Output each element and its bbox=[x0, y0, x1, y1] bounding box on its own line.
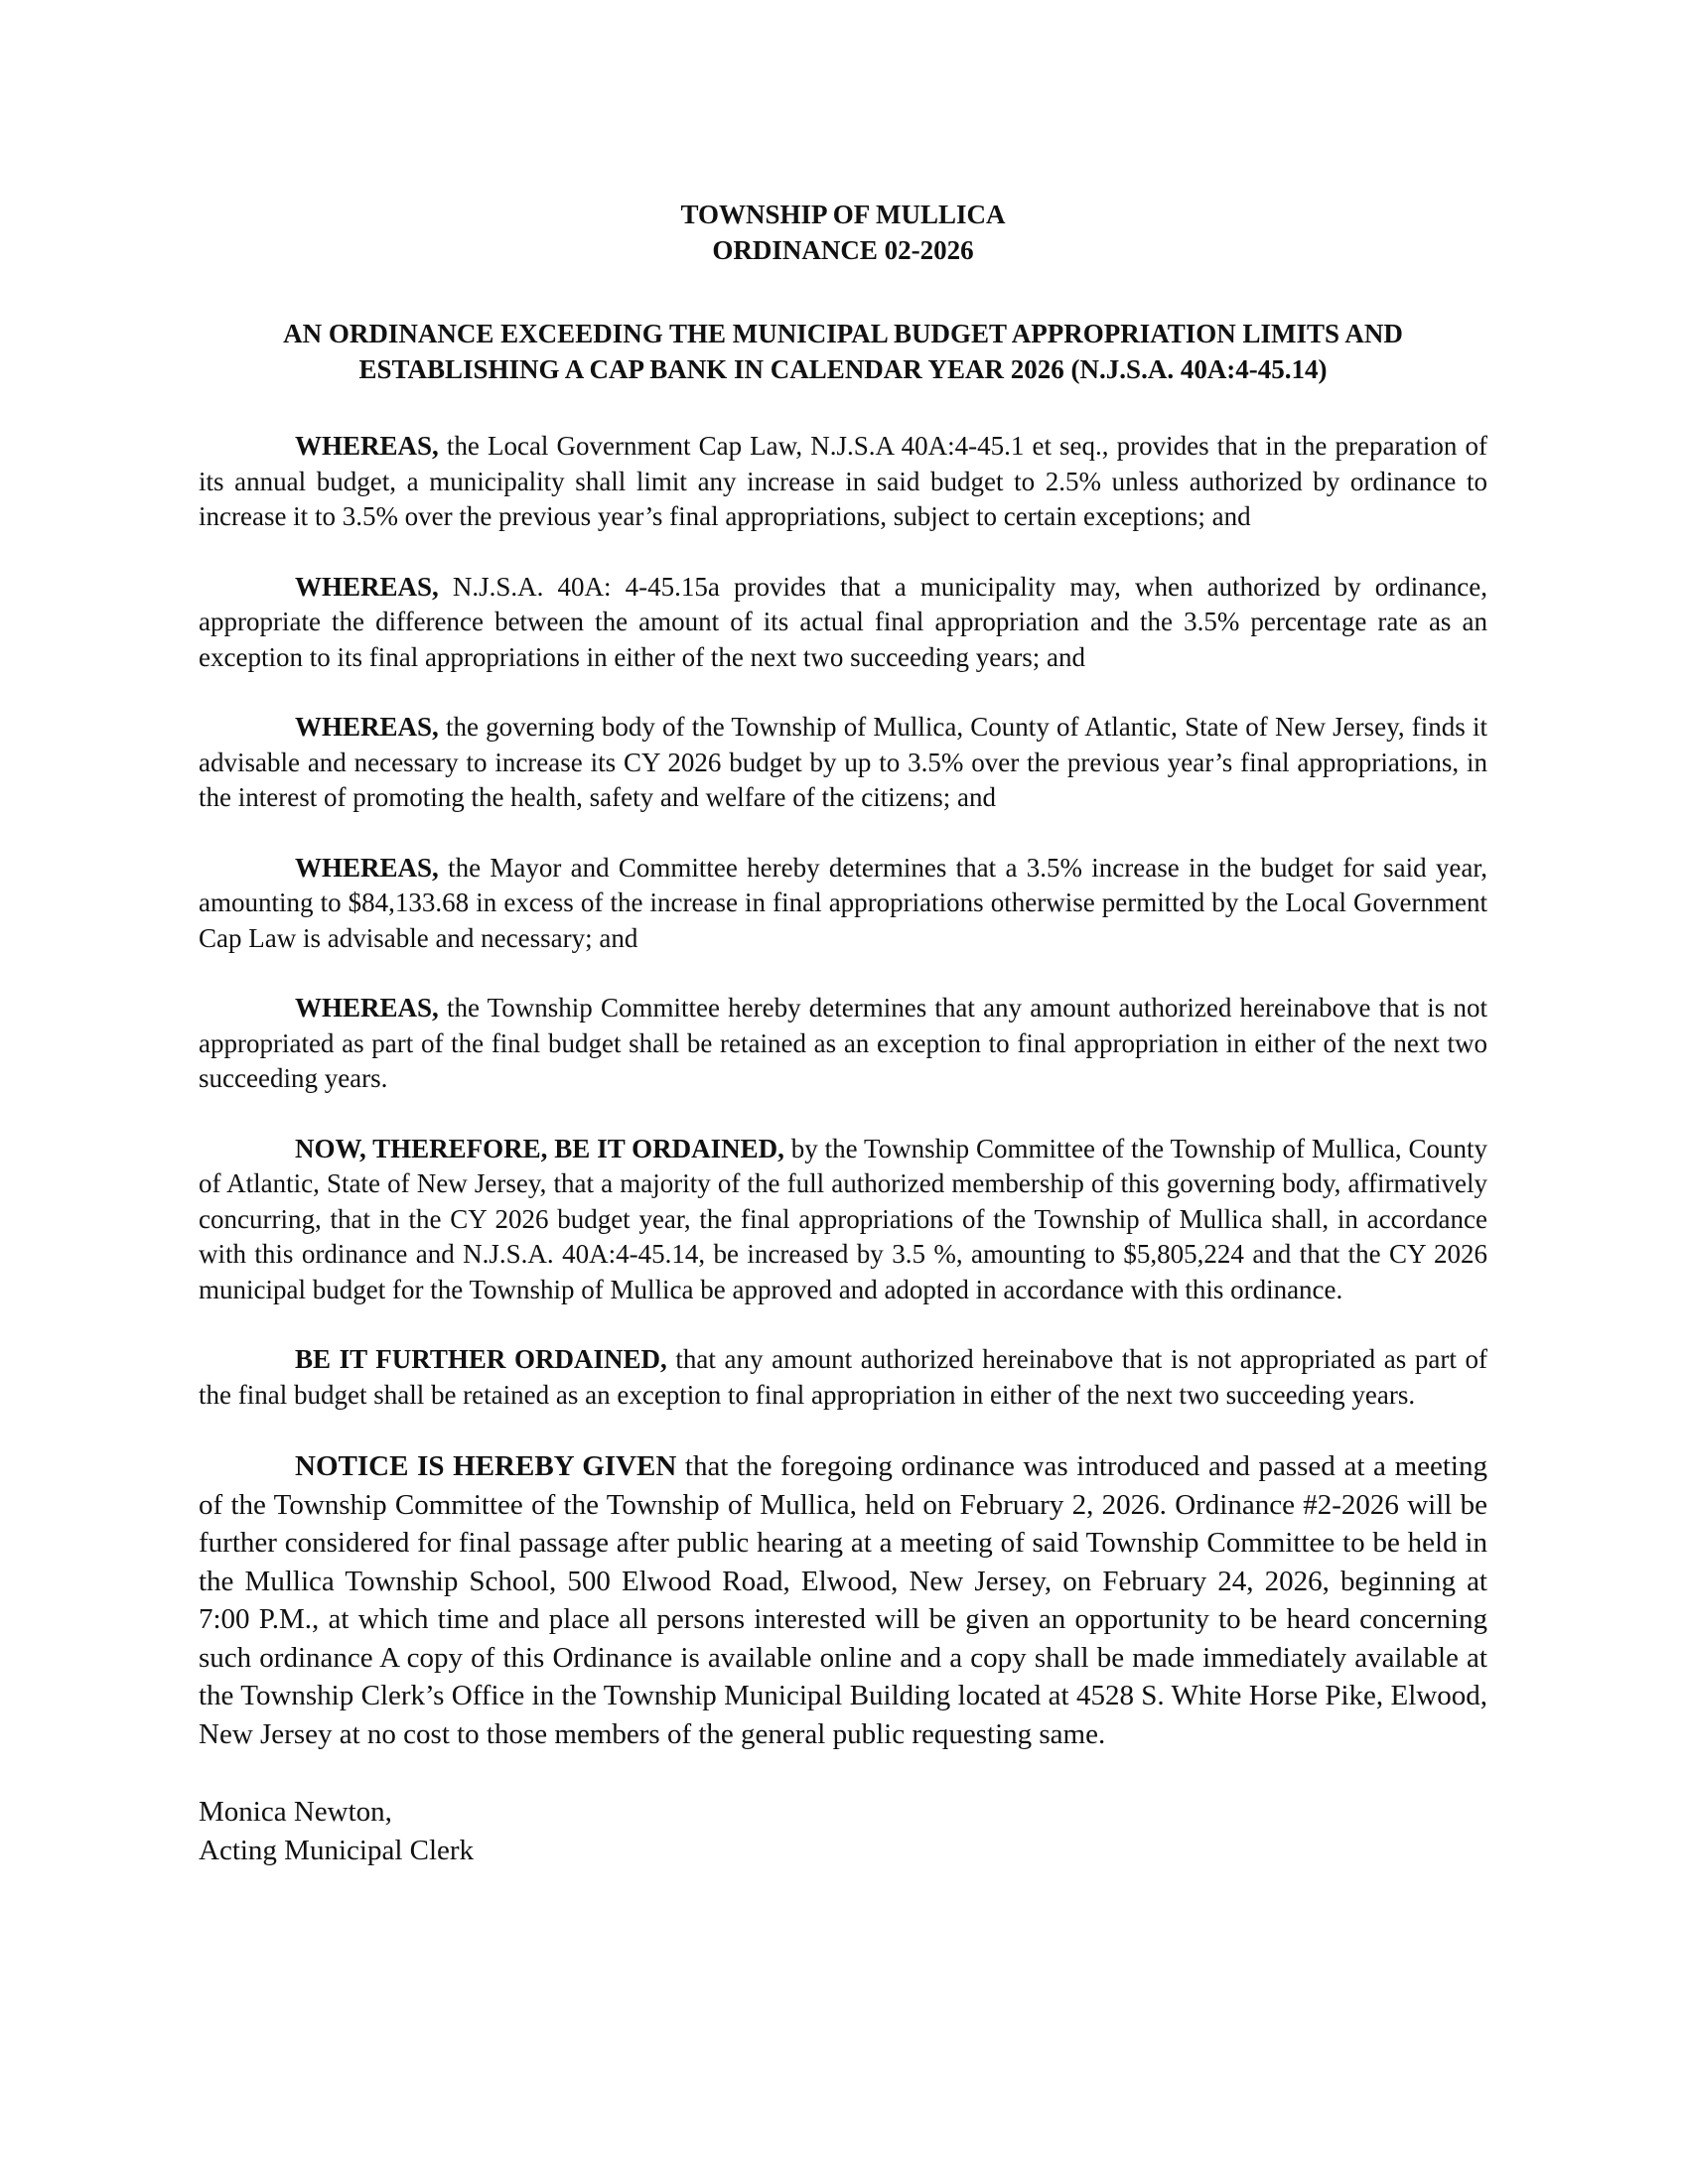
township-name: TOWNSHIP OF MULLICA bbox=[680, 200, 1006, 229]
whereas-paragraph-4 bbox=[199, 851, 1487, 957]
title-line-2: ESTABLISHING A CAP BANK IN CALENDAR YEAR 2026 (N.J.S.A. 40A:4-45.14) bbox=[358, 354, 1328, 384]
ordinance-number: ORDINANCE 02-2026 bbox=[712, 235, 974, 265]
paragraph-text: N.J.S.A. 40A: 4-45.15a provides that a municipality may, when authorized by ordinance, appropriate the difference between the amount of its actual final appropriation and the 3.5% percentage rate as an exception to its final appropriations in either of the next two succeeding years; and bbox=[199, 571, 1487, 672]
paragraph-text: the Township Committee hereby determines that any amount authorized hereinabove that is not appropriated as part of the final budget shall be retained as an exception to final appropriation in either of the next two succeeding years. bbox=[199, 993, 1487, 1093]
paragraph-lead: NOW, THEREFORE, BE IT ORDAINED, bbox=[295, 1133, 784, 1163]
whereas-paragraph-5 bbox=[199, 991, 1487, 1097]
title-line-1: AN ORDINANCE EXCEEDING THE MUNICIPAL BUDGET APPROPRIATION LIMITS AND bbox=[283, 319, 1403, 348]
paragraph-lead: BE IT FURTHER ORDAINED, bbox=[295, 1344, 667, 1374]
paragraph-text: the Local Government Cap Law, N.J.S.A 40A:4-45.1 et seq., provides that in the preparation of its annual budget, a municipality shall limit any increase in said budget to 2.5% unless authorized by ordinance to increase it to 3.5% over the previous year’s final appropriations, subject to certain exceptions; and bbox=[199, 431, 1487, 531]
signature-block bbox=[199, 1793, 1487, 1869]
further-ordained-paragraph bbox=[199, 1342, 1487, 1413]
paragraph-lead: WHEREAS, bbox=[295, 993, 439, 1023]
whereas-paragraph-3 bbox=[199, 710, 1487, 816]
whereas-paragraph-2 bbox=[199, 570, 1487, 676]
whereas-paragraph-1 bbox=[199, 429, 1487, 535]
paragraph-text: the governing body of the Township of Mullica, County of Atlantic, State of New Jersey, finds it advisable and necessary to increase its CY 2026 budget by up to 3.5% over the previous year’s final appropriations, in the interest of promoting the health, safety and welfare of the citizens; and bbox=[199, 712, 1487, 812]
public-notice-paragraph bbox=[199, 1447, 1487, 1753]
notice-text: that the foregoing ordinance was introduced and passed at a meeting of the Township Committee of the Township of Mullica, held on February 2, 2026. Ordinance #2-2026 will be further considered for final passage after public hearing at a meeting of said Township Committee to be held in the Mullica Township School, 500 Elwood Road, Elwood, New Jersey, on February 24, 2026, beginning at 7:00 P.M., at which time and place all persons interested will be given an opportunity to be heard concerning such ordinance A copy of this Ordinance is available online and a copy shall be made immediately available at the Township Clerk’s Office in the Township Municipal Building located at 4528 S. White Horse Pike, Elwood, New Jersey at no cost to those members of the general public requesting same. bbox=[199, 1450, 1487, 1750]
paragraph-text: the Mayor and Committee hereby determines that a 3.5% increase in the budget for said year, amounting to $84,133.68 in excess of the increase in final appropriations otherwise permitted by the Local Government Cap Law is advisable and necessary; and bbox=[199, 852, 1487, 953]
document-header bbox=[199, 197, 1487, 268]
paragraph-lead: WHEREAS, bbox=[295, 571, 439, 602]
signer-role: Acting Municipal Clerk bbox=[199, 1834, 475, 1866]
ordinance-title bbox=[199, 316, 1487, 387]
signer-name: Monica Newton, bbox=[199, 1796, 392, 1828]
ordained-paragraph bbox=[199, 1132, 1487, 1308]
paragraph-lead: WHEREAS, bbox=[295, 852, 439, 883]
paragraph-lead: WHEREAS, bbox=[295, 712, 439, 742]
paragraph-lead: WHEREAS, bbox=[295, 431, 439, 461]
paragraph-text: that any amount authorized hereinabove that is not appropriated as part of the final budget shall be retained as an exception to final appropriation in either of the next two succeeding years. bbox=[199, 1344, 1487, 1410]
document-page bbox=[199, 197, 1487, 1869]
notice-lead: NOTICE IS HEREBY GIVEN bbox=[295, 1450, 677, 1482]
paragraph-text: by the Township Committee of the Township of Mullica, County of Atlantic, State of New Jersey, that a majority of the full authorized membership of this governing body, affirmatively concurring, that in the CY 2026 budget year, the final appropriations of the Township of Mullica shall, in accordance with this ordinance and N.J.S.A. 40A:4-45.14, be increased by 3.5 %, amounting to $5,805,224 and that the CY 2026 municipal budget for the Township of Mullica be approved and adopted in accordance with this ordinance. bbox=[199, 1133, 1487, 1304]
